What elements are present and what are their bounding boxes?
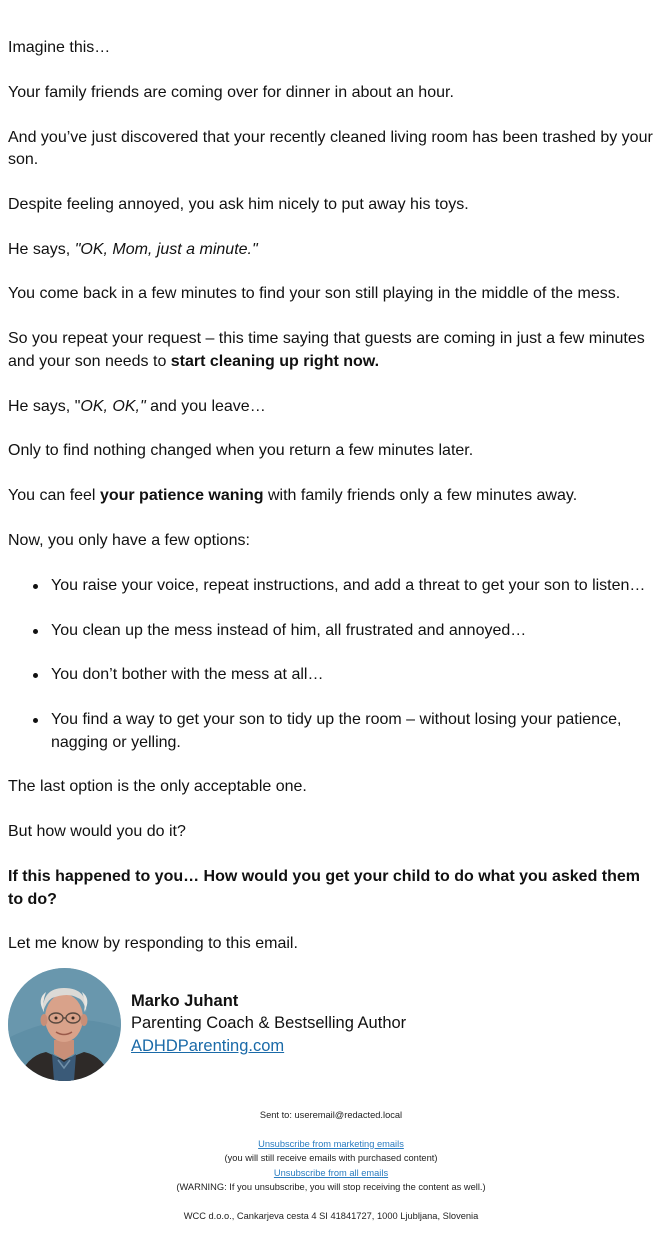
paragraph-dinner: Your family friends are coming over for dinner in about an hour.	[8, 83, 454, 101]
list-item-text: You find a way to get your son to tidy up the room – without losing your patience, nagging or yelling.	[51, 711, 622, 751]
text-segment: So you repeat your request – this time saying that guests are coming in just a few minutes and your son needs to	[8, 330, 645, 370]
paragraph-how: But how would you do it?	[8, 823, 186, 841]
bold-text: If this happened to you… How would you get your child to do what you asked them to do?	[8, 868, 641, 908]
company-address: WCC d.o.o., Cankarjeva cesta 4 SI 41841727, 1000 Ljubljana, Slovenia	[183, 1210, 479, 1221]
signature-name: Marko Juhant	[131, 991, 239, 1010]
paragraph-ask-nicely: Despite feeling annoyed, you ask him nicely to put away his toys.	[8, 195, 469, 213]
paragraph-respond: Let me know by responding to this email.	[8, 935, 298, 953]
text-segment: He says, "	[8, 397, 81, 415]
options-list	[8, 575, 654, 754]
list-item	[51, 620, 654, 643]
paragraph-patience	[8, 485, 654, 508]
avatar	[8, 968, 121, 1081]
list-item	[51, 709, 654, 754]
footer-spacer	[8, 1194, 654, 1209]
text-segment: He says,	[8, 240, 75, 258]
signature-text	[131, 968, 406, 1058]
bullet-icon	[33, 673, 38, 678]
sent-to-text: Sent to: useremail@redacted.local	[259, 1109, 403, 1120]
website-link[interactable]: ADHDParenting.com	[131, 1036, 285, 1055]
list-item-text: You raise your voice, repeat instructions, and add a threat to get your son to listen…	[51, 576, 646, 594]
list-item	[51, 575, 654, 598]
bold-text: your patience waning	[99, 487, 264, 505]
text-segment: You can feel	[8, 487, 100, 505]
paragraph-repeat-request	[8, 328, 654, 373]
unsubscribe-marketing-note: (you will still receive emails with purchased content)	[224, 1153, 438, 1164]
paragraph-come-back: You come back in a few minutes to find your son still playing in the middle of the mess.	[8, 285, 621, 303]
footer-spacer	[8, 1122, 654, 1137]
bullet-icon	[33, 718, 38, 723]
unsubscribe-all-link[interactable]: Unsubscribe from all emails	[273, 1167, 389, 1178]
paragraph-he-says-minute	[8, 239, 654, 262]
paragraph-question	[8, 866, 654, 911]
text-segment: and you leave…	[145, 397, 266, 415]
bullet-icon	[33, 584, 38, 589]
paragraph-options-intro: Now, you only have a few options:	[8, 531, 250, 549]
paragraph-trashed-room: And you’ve just discovered that your recently cleaned living room has been trashed by your son.	[8, 128, 653, 169]
bold-text: start cleaning up right now.	[170, 352, 380, 370]
unsubscribe-all-warning: (WARNING: If you unsubscribe, you will stop receiving the content as well.)	[176, 1181, 486, 1192]
signature-block	[8, 968, 654, 1081]
list-item-text: You clean up the mess instead of him, all frustrated and annoyed…	[51, 621, 527, 639]
text-segment: with family friends only a few minutes away.	[263, 487, 578, 505]
list-item-text: You don’t bother with the mess at all…	[51, 666, 324, 684]
portrait-image	[8, 968, 121, 1081]
paragraph-intro: Imagine this…	[8, 39, 111, 56]
signature-role: Parenting Coach & Bestselling Author	[131, 1014, 407, 1033]
paragraph-last-option: The last option is the only acceptable one.	[8, 778, 307, 796]
email-footer	[8, 1108, 654, 1223]
paragraph-nothing-changed: Only to find nothing changed when you return a few minutes later.	[8, 442, 474, 460]
list-item	[51, 664, 654, 687]
bullet-icon	[33, 629, 38, 634]
unsubscribe-marketing-link[interactable]: Unsubscribe from marketing emails	[258, 1138, 404, 1149]
quote-text: "OK, Mom, just a minute."	[74, 240, 258, 258]
quote-text: OK, OK,"	[80, 397, 146, 415]
paragraph-he-says-ok	[8, 396, 654, 419]
